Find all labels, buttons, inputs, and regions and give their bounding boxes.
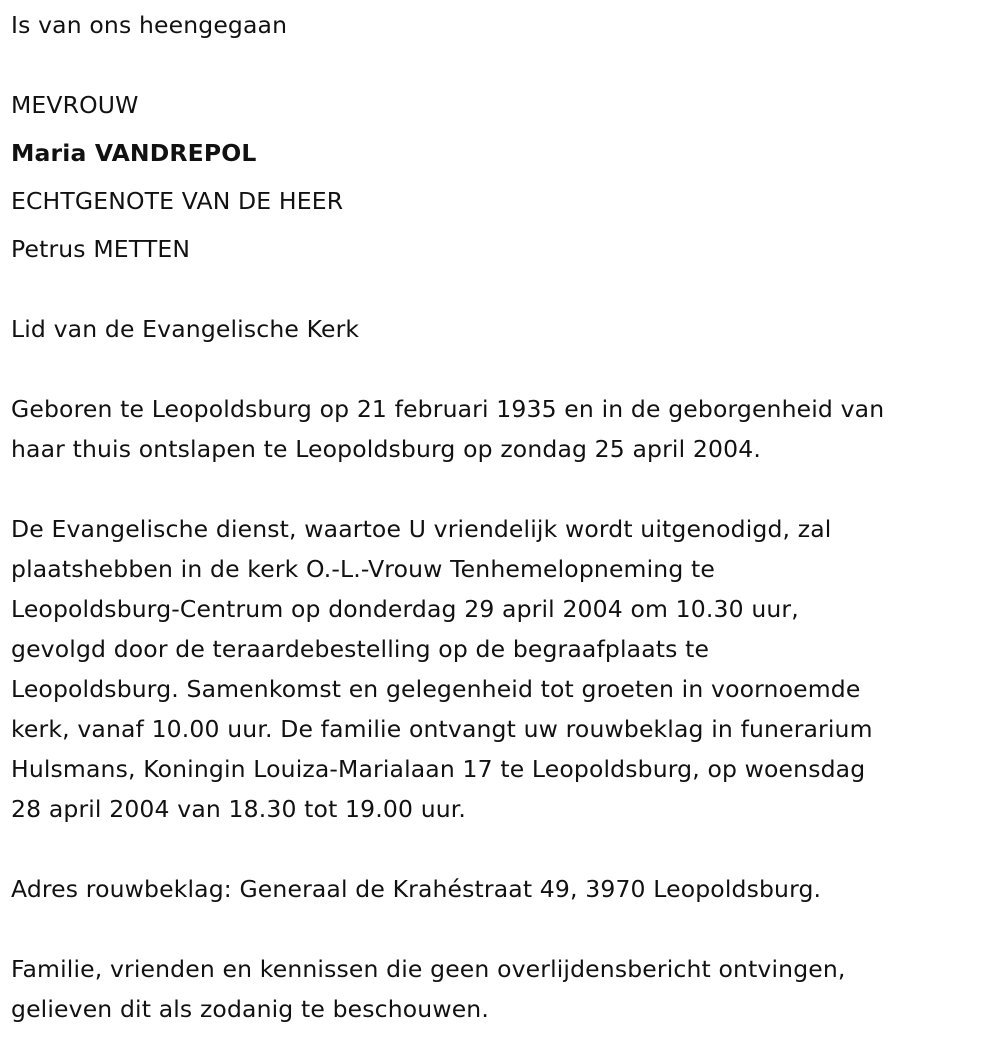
membership-text: Lid van de Evangelische Kerk [11,315,360,343]
honorific: MEVROUW [11,91,139,119]
deceased-name: Maria VANDREPOL [11,139,257,167]
service-line: Leopoldsburg-Centrum op donderdag 29 april 2004 om 10.30 uur, [11,595,799,623]
birth-death-line: Geboren te Leopoldsburg op 21 februari 1935 en in de geborgenheid van [11,395,885,423]
address-line: Adres rouwbeklag: Generaal de Krahéstraat 49, 3970 Leopoldsburg. [11,875,822,903]
service-line: De Evangelische dienst, waartoe U vriendelijk wordt uitgenodigd, zal [11,515,832,543]
closing-line: gelieven dit als zodanig te beschouwen. [11,995,489,1023]
service-line: 28 april 2004 van 18.30 tot 19.00 uur. [11,795,467,823]
relation-text: ECHTGENOTE VAN DE HEER [11,187,344,215]
closing-line: Familie, vrienden en kennissen die geen overlijdensbericht ontvingen, [11,955,846,983]
intro-text: Is van ons heengegaan [11,11,288,39]
service-line: Hulsmans, Koningin Louiza-Marialaan 17 te Leopoldsburg, op woensdag [11,755,866,783]
service-line: plaatshebben in de kerk O.-L.-Vrouw Tenhemelopneming te [11,555,715,583]
spouse-name: Petrus METTEN [11,235,191,263]
service-line: kerk, vanaf 10.00 uur. De familie ontvangt uw rouwbeklag in funerarium [11,715,873,743]
service-line: gevolgd door de teraardebestelling op de begraafplaats te [11,635,710,663]
service-line: Leopoldsburg. Samenkomst en gelegenheid tot groeten in voornoemde [11,675,861,703]
birth-death-line: haar thuis ontslapen te Leopoldsburg op zondag 25 april 2004. [11,435,761,463]
